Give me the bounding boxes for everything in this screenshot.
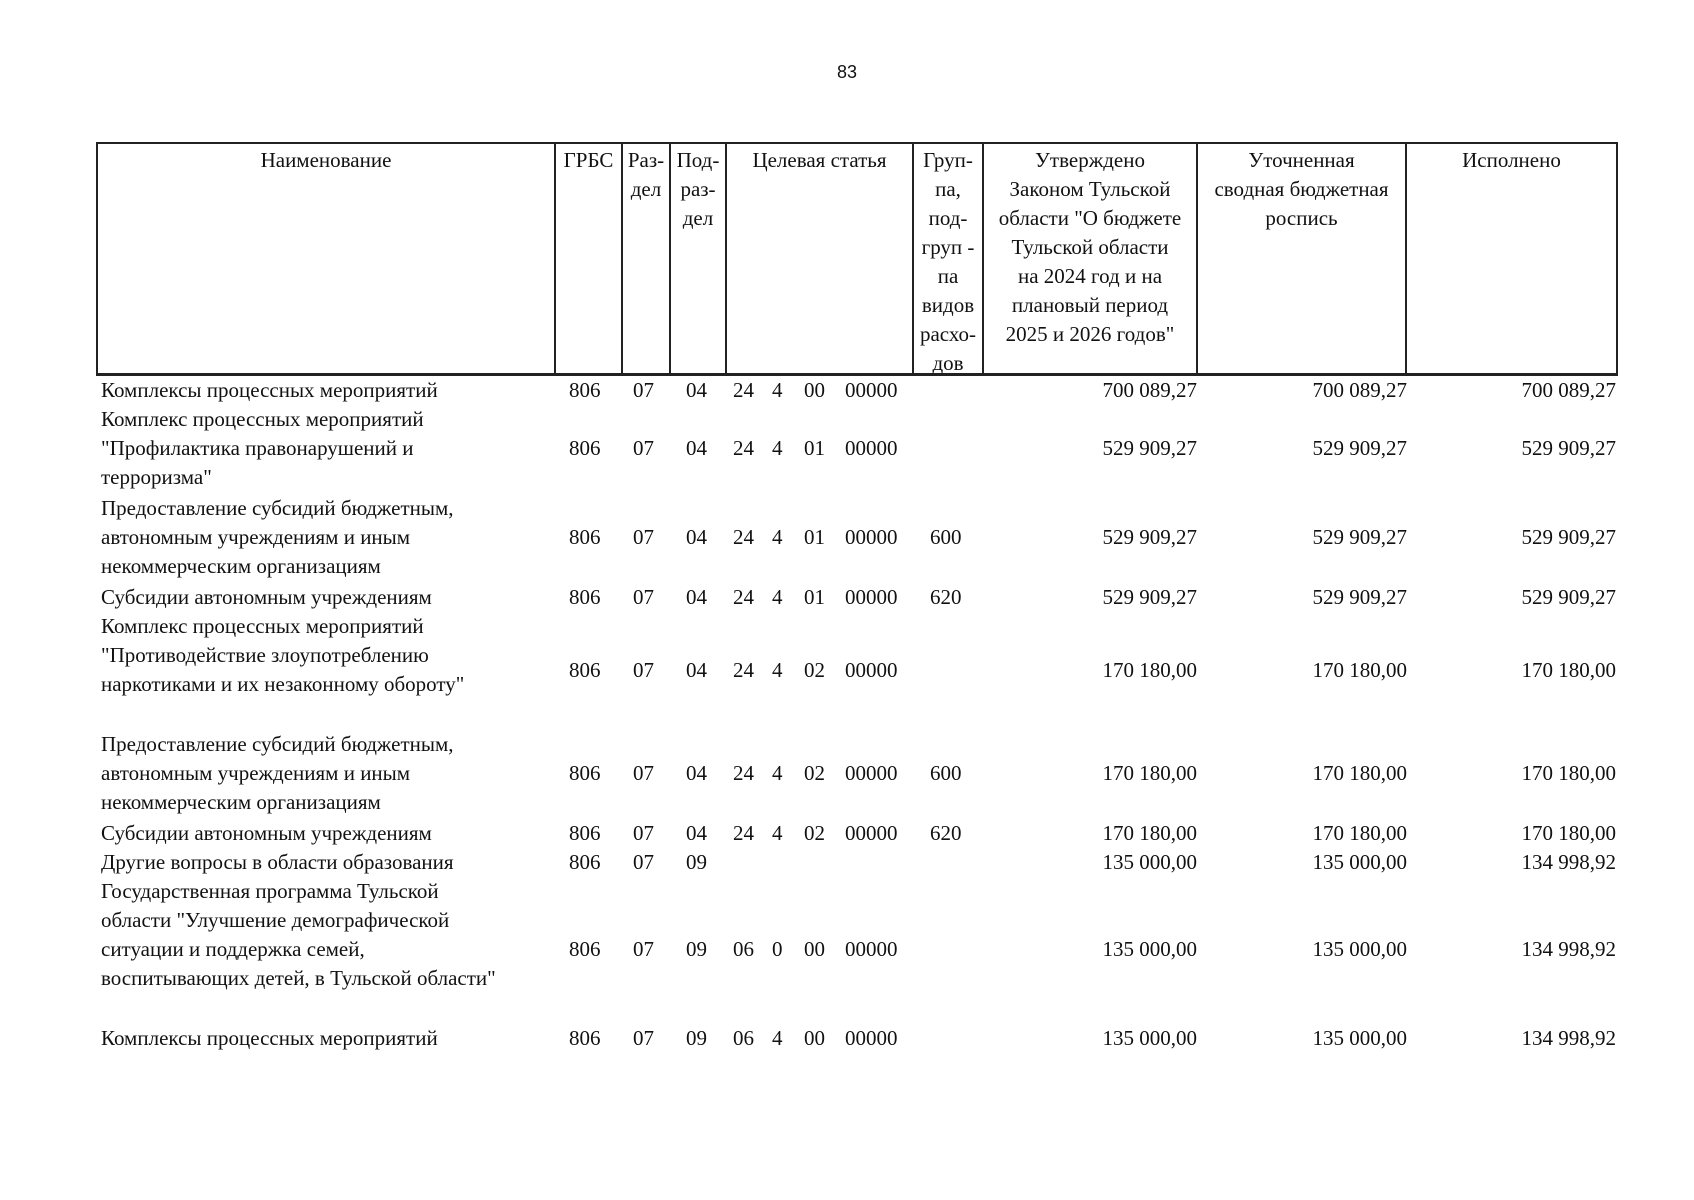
header-divider bbox=[1405, 142, 1407, 376]
row-target-3: 00 bbox=[804, 1026, 825, 1050]
row-grbs: 806 bbox=[569, 585, 601, 609]
row-target-4: 00000 bbox=[845, 821, 898, 845]
row-podrazdel: 09 bbox=[686, 1026, 707, 1050]
row-refined: 170 180,00 bbox=[1312, 761, 1407, 785]
row-approved: 135 000,00 bbox=[1102, 850, 1197, 874]
row-target-4: 00000 bbox=[845, 585, 898, 609]
row-target-2: 4 bbox=[772, 821, 783, 845]
row-podrazdel: 09 bbox=[686, 850, 707, 874]
row-grbs: 806 bbox=[569, 821, 601, 845]
row-target-1: 24 bbox=[733, 525, 754, 549]
row-target-3: 02 bbox=[804, 821, 825, 845]
row-target-2: 4 bbox=[772, 436, 783, 460]
row-podrazdel: 04 bbox=[686, 436, 707, 460]
header-refined: Уточненная сводная бюджетная роспись bbox=[1214, 148, 1389, 230]
row-target-1: 24 bbox=[733, 821, 754, 845]
row-approved: 529 909,27 bbox=[1102, 525, 1197, 549]
row-target-2: 4 bbox=[772, 658, 783, 682]
header-divider bbox=[725, 142, 727, 376]
row-executed: 134 998,92 bbox=[1521, 1026, 1616, 1050]
row-target-3: 00 bbox=[804, 378, 825, 402]
row-executed: 170 180,00 bbox=[1521, 658, 1616, 682]
row-executed: 700 089,27 bbox=[1521, 378, 1616, 402]
row-target-1: 24 bbox=[733, 378, 754, 402]
header-target-article: Целевая статья bbox=[752, 148, 887, 172]
row-approved: 529 909,27 bbox=[1102, 585, 1197, 609]
row-group: 600 bbox=[930, 761, 962, 785]
row-razdel: 07 bbox=[633, 658, 654, 682]
row-name: Комплекс процессных мероприятий "Профилактика правонарушений и терроризма" bbox=[101, 407, 424, 489]
row-name: Субсидии автономным учреждениям bbox=[101, 821, 432, 845]
row-razdel: 07 bbox=[633, 436, 654, 460]
row-approved: 700 089,27 bbox=[1102, 378, 1197, 402]
row-target-3: 02 bbox=[804, 761, 825, 785]
row-razdel: 07 bbox=[633, 761, 654, 785]
header-divider bbox=[554, 142, 556, 376]
row-executed: 529 909,27 bbox=[1521, 525, 1616, 549]
row-refined: 529 909,27 bbox=[1312, 585, 1407, 609]
row-podrazdel: 04 bbox=[686, 525, 707, 549]
row-name: Государственная программа Тульской области "Улучшение демографической ситуации и поддержка семей, воспитывающих детей, в Тульской области" bbox=[101, 879, 496, 990]
row-group: 620 bbox=[930, 821, 962, 845]
row-target-4: 00000 bbox=[845, 436, 898, 460]
row-approved: 529 909,27 bbox=[1102, 436, 1197, 460]
header-executed: Исполнено bbox=[1462, 148, 1561, 172]
row-target-4: 00000 bbox=[845, 937, 898, 961]
row-grbs: 806 bbox=[569, 850, 601, 874]
row-refined: 529 909,27 bbox=[1312, 525, 1407, 549]
row-target-3: 01 bbox=[804, 436, 825, 460]
row-name: Другие вопросы в области образования bbox=[101, 850, 454, 874]
row-executed: 134 998,92 bbox=[1521, 850, 1616, 874]
row-podrazdel: 04 bbox=[686, 821, 707, 845]
row-refined: 529 909,27 bbox=[1312, 436, 1407, 460]
row-target-4: 00000 bbox=[845, 658, 898, 682]
row-target-2: 0 bbox=[772, 937, 783, 961]
row-group: 600 bbox=[930, 525, 962, 549]
row-group: 620 bbox=[930, 585, 962, 609]
row-grbs: 806 bbox=[569, 761, 601, 785]
row-grbs: 806 bbox=[569, 658, 601, 682]
row-target-2: 4 bbox=[772, 525, 783, 549]
header-group: Груп- па, под- груп - па видов расхо- дов bbox=[919, 148, 977, 375]
row-target-3: 01 bbox=[804, 585, 825, 609]
row-target-1: 24 bbox=[733, 436, 754, 460]
row-refined: 700 089,27 bbox=[1312, 378, 1407, 402]
row-razdel: 07 bbox=[633, 937, 654, 961]
row-approved: 170 180,00 bbox=[1102, 761, 1197, 785]
row-target-3: 00 bbox=[804, 937, 825, 961]
row-grbs: 806 bbox=[569, 436, 601, 460]
row-grbs: 806 bbox=[569, 378, 601, 402]
row-executed: 134 998,92 bbox=[1521, 937, 1616, 961]
row-executed: 170 180,00 bbox=[1521, 821, 1616, 845]
row-approved: 170 180,00 bbox=[1102, 658, 1197, 682]
row-executed: 529 909,27 bbox=[1521, 585, 1616, 609]
row-razdel: 07 bbox=[633, 585, 654, 609]
row-razdel: 07 bbox=[633, 1026, 654, 1050]
row-podrazdel: 04 bbox=[686, 761, 707, 785]
row-target-2: 4 bbox=[772, 761, 783, 785]
row-target-4: 00000 bbox=[845, 761, 898, 785]
header-approved: Утверждено Законом Тульской области "О бюджете Тульской области на 2024 год и на плановый период 2025 и 2026 годов" bbox=[998, 148, 1182, 346]
row-refined: 135 000,00 bbox=[1312, 850, 1407, 874]
row-target-1: 24 bbox=[733, 585, 754, 609]
row-target-4: 00000 bbox=[845, 378, 898, 402]
row-grbs: 806 bbox=[569, 937, 601, 961]
row-target-3: 02 bbox=[804, 658, 825, 682]
row-approved: 135 000,00 bbox=[1102, 937, 1197, 961]
row-executed: 529 909,27 bbox=[1521, 436, 1616, 460]
row-refined: 135 000,00 bbox=[1312, 937, 1407, 961]
row-target-3: 01 bbox=[804, 525, 825, 549]
row-refined: 170 180,00 bbox=[1312, 658, 1407, 682]
row-target-4: 00000 bbox=[845, 525, 898, 549]
row-razdel: 07 bbox=[633, 378, 654, 402]
row-name: Комплексы процессных мероприятий bbox=[101, 378, 438, 402]
row-approved: 135 000,00 bbox=[1102, 1026, 1197, 1050]
row-approved: 170 180,00 bbox=[1102, 821, 1197, 845]
row-refined: 135 000,00 bbox=[1312, 1026, 1407, 1050]
row-podrazdel: 04 bbox=[686, 585, 707, 609]
header-razdel: Раз- дел bbox=[627, 148, 665, 201]
row-target-4: 00000 bbox=[845, 1026, 898, 1050]
row-name: Комплексы процессных мероприятий bbox=[101, 1026, 438, 1050]
row-grbs: 806 bbox=[569, 1026, 601, 1050]
row-target-1: 06 bbox=[733, 937, 754, 961]
row-name: Предоставление субсидий бюджетным, автономным учреждениям и иным некоммерческим организациям bbox=[101, 732, 454, 814]
row-name: Комплекс процессных мероприятий "Противодействие злоупотреблению наркотиками и их незаконному обороту" bbox=[101, 614, 465, 696]
row-refined: 170 180,00 bbox=[1312, 821, 1407, 845]
row-name: Субсидии автономным учреждениям bbox=[101, 585, 432, 609]
row-target-2: 4 bbox=[772, 1026, 783, 1050]
header-podrazdel: Под- раз- дел bbox=[676, 148, 720, 230]
row-podrazdel: 04 bbox=[686, 658, 707, 682]
row-executed: 170 180,00 bbox=[1521, 761, 1616, 785]
row-target-2: 4 bbox=[772, 585, 783, 609]
page-number: 83 bbox=[836, 62, 858, 82]
row-razdel: 07 bbox=[633, 821, 654, 845]
row-podrazdel: 04 bbox=[686, 378, 707, 402]
row-podrazdel: 09 bbox=[686, 937, 707, 961]
header-grbs: ГРБС bbox=[563, 148, 614, 172]
row-target-1: 06 bbox=[733, 1026, 754, 1050]
row-razdel: 07 bbox=[633, 850, 654, 874]
row-name: Предоставление субсидий бюджетным, автономным учреждениям и иным некоммерческим организациям bbox=[101, 496, 454, 578]
header-name: Наименование bbox=[260, 148, 392, 172]
row-target-2: 4 bbox=[772, 378, 783, 402]
row-razdel: 07 bbox=[633, 525, 654, 549]
row-target-1: 24 bbox=[733, 761, 754, 785]
row-target-1: 24 bbox=[733, 658, 754, 682]
row-grbs: 806 bbox=[569, 525, 601, 549]
